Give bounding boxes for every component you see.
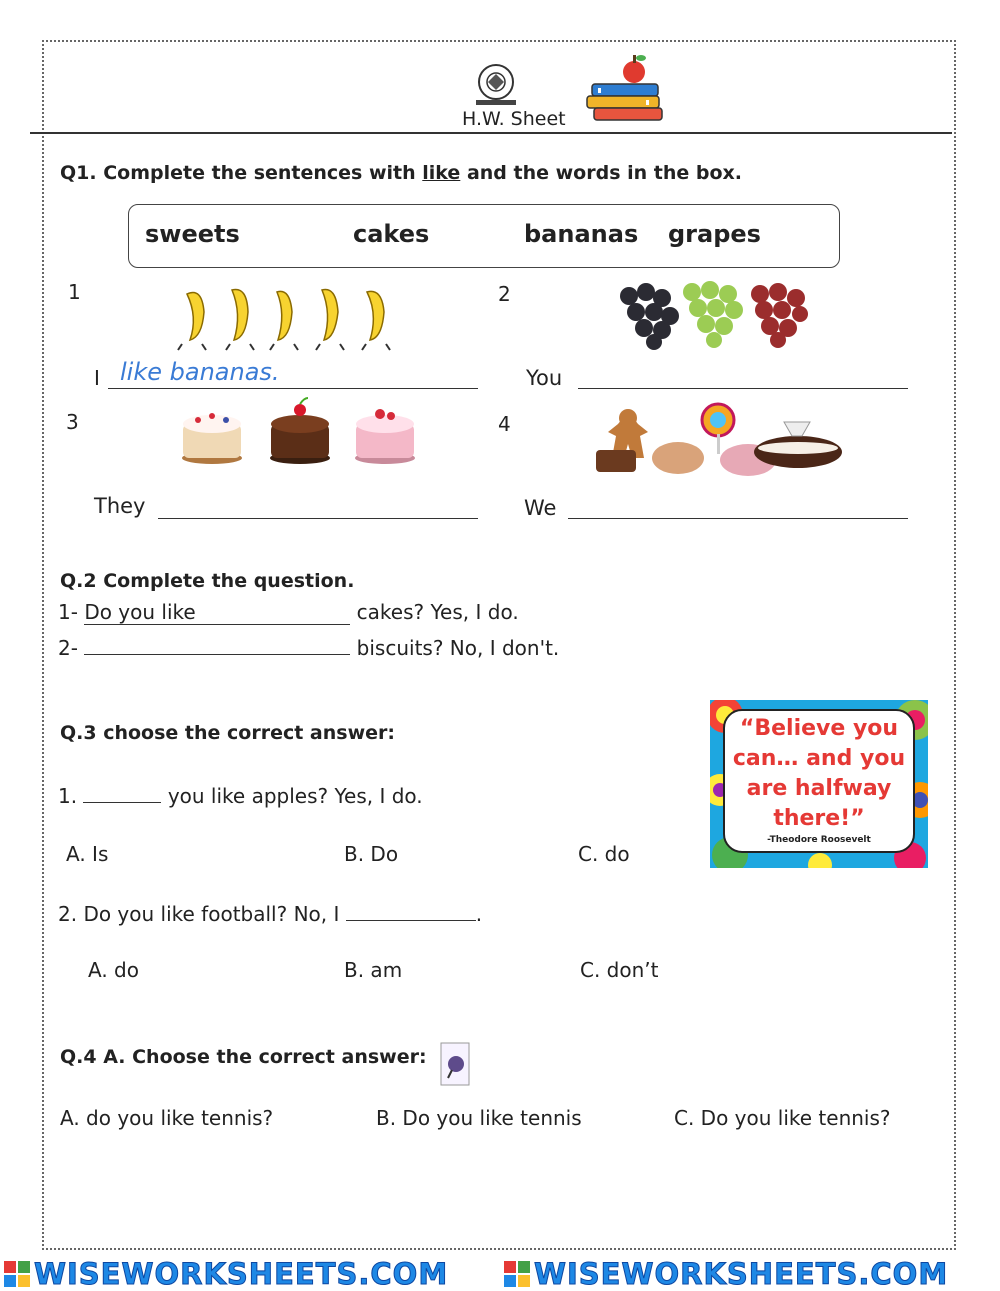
cakes-picture — [180, 396, 420, 466]
q2-line-2-number: 2- — [58, 636, 78, 660]
item-4-subject: We — [524, 496, 557, 520]
grapes-picture — [614, 278, 814, 350]
q2-line-2-text: biscuits? No, I don't. — [356, 636, 560, 660]
q4-option-b[interactable]: B. Do you like tennis — [376, 1106, 582, 1130]
books-apple-icon — [584, 52, 668, 128]
q3-s1-blank[interactable] — [83, 782, 161, 803]
item-2-answer-line[interactable] — [578, 364, 908, 389]
q2-line-2-answer[interactable] — [84, 634, 350, 655]
q3-sentence-2 — [58, 900, 482, 926]
item-1-subject: I — [94, 366, 100, 390]
q4-option-c[interactable]: C. Do you like tennis? — [674, 1106, 891, 1130]
quote-line-3: are halfway — [746, 776, 892, 801]
item-2-subject: You — [526, 366, 563, 390]
footer-brand-right: WISEWORKSHEETS.COM — [534, 1257, 949, 1291]
q2-line-1 — [58, 600, 519, 625]
q2-title: Q.2 Complete the question. — [60, 570, 355, 592]
tennis-card-icon — [440, 1042, 470, 1086]
footer-brand-left: WISEWORKSHEETS.COM — [34, 1257, 449, 1291]
item-3-answer-line[interactable] — [158, 494, 478, 519]
quote-line-4: there!” — [773, 806, 865, 831]
q3-s2-end: . — [475, 902, 483, 926]
q3-s1-number: 1. — [58, 784, 78, 808]
q3-s2-text: 2. Do you like football? No, I — [58, 902, 340, 926]
q4-option-a[interactable]: A. do you like tennis? — [60, 1106, 274, 1130]
sweets-picture — [588, 402, 852, 480]
word-bananas: bananas — [524, 220, 639, 248]
sheet-title: H.W. Sheet — [462, 108, 566, 130]
item-1-answer: like bananas. — [120, 358, 280, 386]
header-divider — [30, 132, 952, 134]
quote-line-1: “Believe you — [739, 716, 899, 741]
school-logo — [470, 62, 522, 108]
q2-line-1-text: cakes? Yes, I do. — [356, 600, 519, 624]
word-grapes: grapes — [668, 220, 761, 248]
q1-prefix: Q1. Complete the sentences with — [60, 162, 423, 184]
word-sweets: sweets — [145, 220, 240, 248]
quote-author: -Theodore Roosevelt — [767, 835, 871, 845]
footer-logo-right — [504, 1261, 530, 1287]
q3-s1-text: you like apples? Yes, I do. — [167, 784, 423, 808]
item-3-number: 3 — [66, 410, 79, 434]
quote-poster — [710, 700, 928, 868]
q1-keyword: like — [422, 162, 461, 184]
footer-logo-left — [4, 1261, 30, 1287]
q3-s1-option-a[interactable]: A. Is — [66, 842, 109, 866]
q4-title: Q.4 A. Choose the correct answer: — [60, 1046, 427, 1068]
q1-instruction — [60, 162, 742, 184]
q3-title: Q.3 choose the correct answer: — [60, 722, 395, 744]
q2-line-1-answer-text: Do you like — [84, 600, 196, 624]
q3-s2-option-c[interactable]: C. don’t — [580, 958, 659, 982]
footer-watermark — [0, 1255, 1000, 1291]
q3-s2-blank[interactable] — [346, 900, 476, 921]
quote-line-2: can… and you — [732, 746, 906, 771]
q3-s2-option-b[interactable]: B. am — [344, 958, 403, 982]
item-3-subject: They — [94, 494, 146, 518]
item-4-number: 4 — [498, 412, 511, 436]
q3-s2-option-a[interactable]: A. do — [88, 958, 139, 982]
quote-text — [724, 714, 914, 846]
item-2-number: 2 — [498, 282, 511, 306]
word-cakes: cakes — [353, 220, 430, 248]
q3-s1-option-b[interactable]: B. Do — [344, 842, 399, 866]
q3-s1-option-c[interactable]: C. do — [578, 842, 630, 866]
bananas-picture — [172, 282, 422, 352]
q1-suffix: and the words in the box. — [460, 162, 743, 184]
item-1-number: 1 — [68, 280, 81, 304]
q2-line-2 — [58, 634, 559, 660]
q2-line-1-number: 1- — [58, 600, 78, 624]
q3-sentence-1 — [58, 782, 423, 808]
q2-line-1-answer[interactable] — [84, 600, 350, 625]
item-4-answer-line[interactable] — [568, 494, 908, 519]
